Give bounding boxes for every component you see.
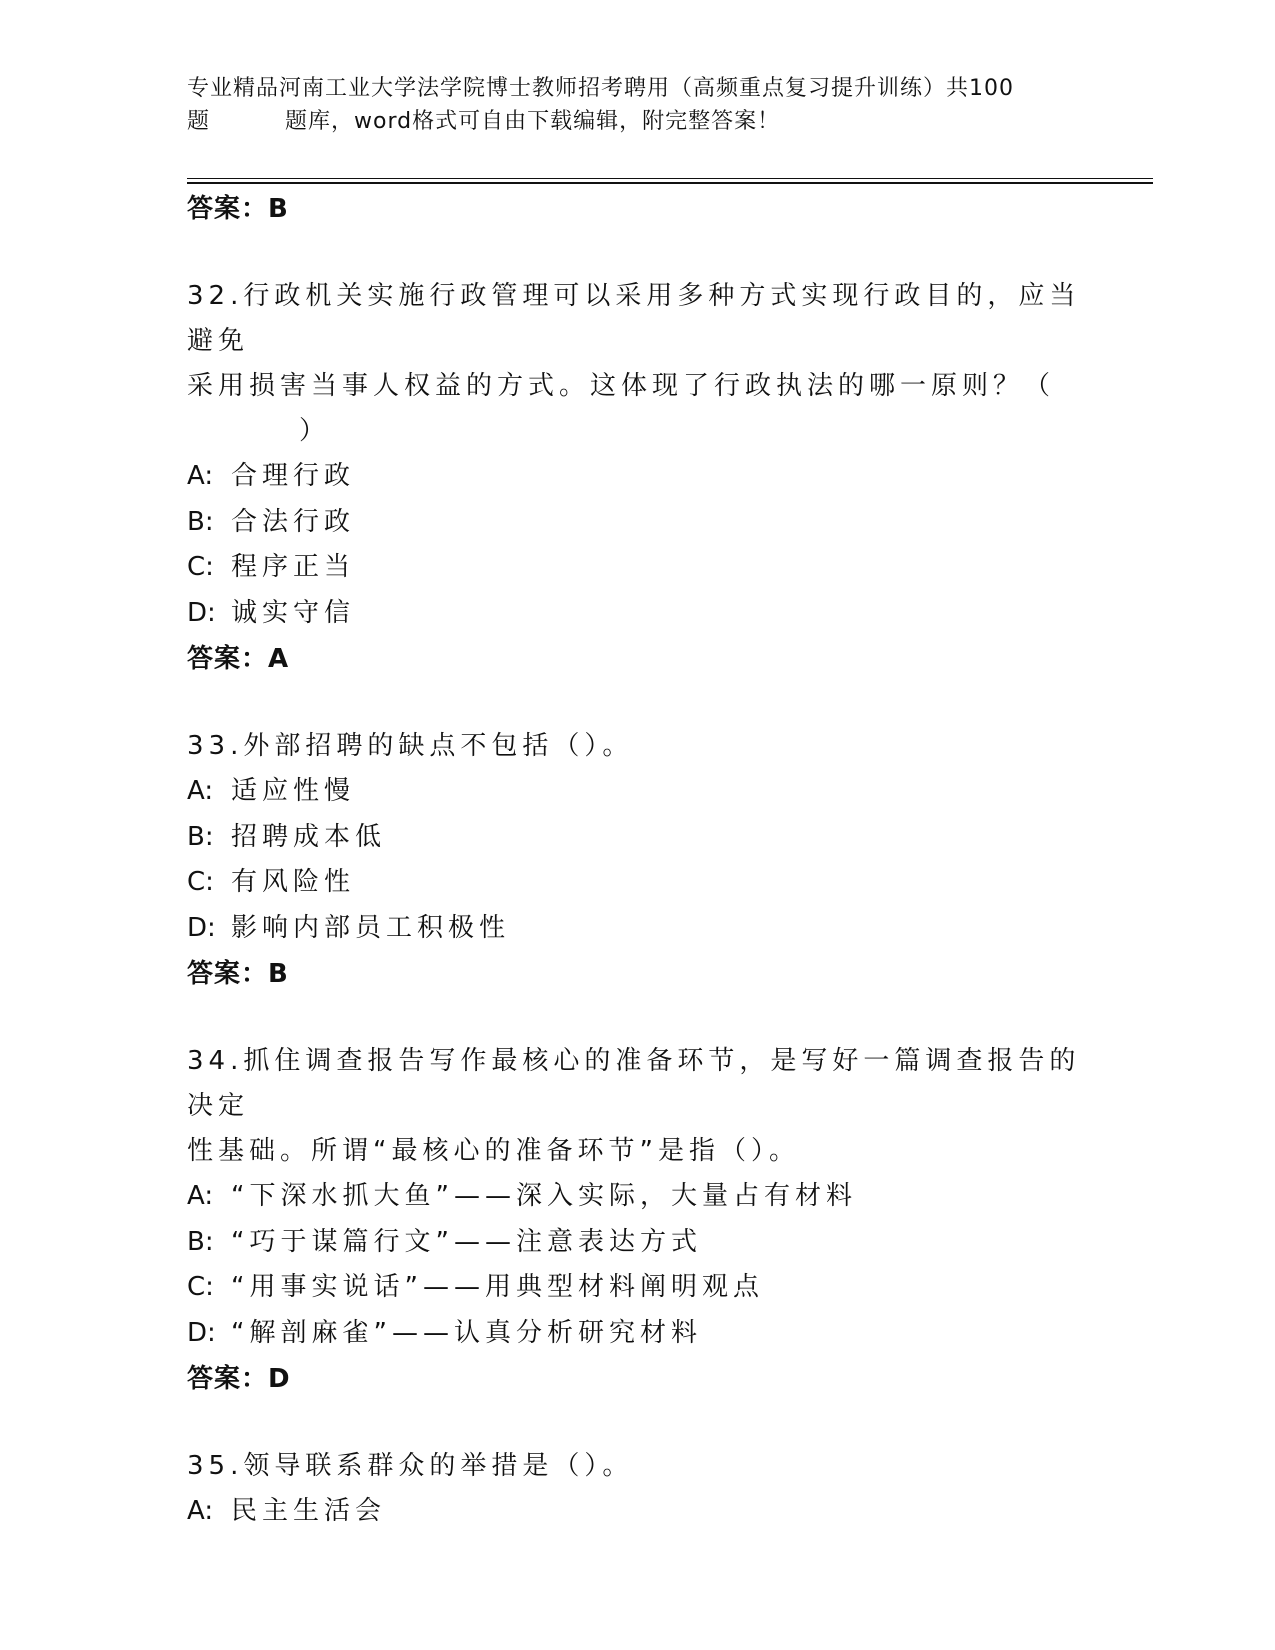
option-key: A: [187,1181,214,1211]
question-stem-line: 性基础。所谓“最核心的准备环节”是指（）。 [187,1136,800,1166]
header-divider-thick [187,182,1153,184]
question-stem-line: 34.抓住调查报告写作最核心的准备环节，是写好一篇调查报告的决定 [187,1046,1081,1121]
page-header [187,72,1087,138]
option-key: D: [187,1317,216,1348]
option-text: “解剖麻雀”——认真分析研究材料 [231,1317,702,1348]
option-key: D: [187,912,216,943]
option-a [187,769,1087,815]
question-stem-line: 35.领导联系群众的举措是（）。 [187,1451,634,1481]
option-c [187,1265,1087,1311]
answer-q34: 答案：D [187,1364,291,1394]
option-text: 民主生活会 [231,1496,387,1526]
answer-q32: 答案：A [187,644,290,674]
option-text: 招聘成本低 [231,821,387,852]
option-c [187,860,1087,906]
option-text: 程序正当 [231,552,356,582]
question-32 [187,274,1087,682]
option-key: A: [187,461,214,491]
question-stem [187,1444,1087,1489]
option-text: “巧于谋篇行文”——注意表达方式 [231,1226,702,1257]
header-line-2-right: 题库，word格式可自由下载编辑，附完整答案！ [285,109,781,134]
question-stem [187,724,1087,769]
option-b [187,1220,1087,1266]
option-key: A: [187,1496,214,1526]
question-stem-line: 采用损害当事人权益的方式。这体现了行政执法的哪一原则？（ [187,371,1056,401]
page-content [187,186,1087,1535]
option-text: 合理行政 [231,461,356,491]
option-d [187,1311,1087,1357]
option-text: 有风险性 [231,867,356,897]
option-b [187,500,1087,546]
option-a [187,1489,1087,1535]
option-text: 影响内部员工积极性 [231,912,511,943]
option-key: A: [187,776,214,806]
answer-q33: 答案：B [187,959,289,989]
question-33 [187,724,1087,997]
option-key: B: [187,1226,214,1257]
option-a [187,454,1087,500]
option-text: 诚实守信 [231,597,356,628]
option-key: B: [187,821,214,852]
option-key: D: [187,597,216,628]
option-text: “下深水抓大鱼”——深入实际，大量占有材料 [231,1181,857,1211]
question-stem-line: 33.外部招聘的缺点不包括（）。 [187,731,634,761]
option-key: C: [187,552,214,582]
option-a [187,1174,1087,1220]
header-line-2-left: 题 [187,109,211,134]
option-d [187,906,1087,952]
question-stem [187,274,1087,454]
header-divider-thin [187,178,1153,179]
question-stem-line: 32.行政机关实施行政管理可以采用多种方式实现行政目的，应当避免 [187,281,1081,356]
header-line-2 [187,105,1087,138]
answer-q31: 答案：B [187,194,289,224]
option-d [187,591,1087,637]
question-stem-paren: ） [299,416,331,446]
option-key: C: [187,867,214,897]
option-key: B: [187,506,214,537]
question-stem [187,1039,1087,1174]
question-35 [187,1444,1087,1535]
header-line-1: 专业精品河南工业大学法学院博士教师招考聘用（高频重点复习提升训练）共100 [187,76,1014,101]
option-c [187,545,1087,591]
option-text: 合法行政 [231,506,356,537]
question-34 [187,1039,1087,1402]
option-b [187,815,1087,861]
option-text: 适应性慢 [231,776,356,806]
option-key: C: [187,1272,214,1302]
option-text: “用事实说话”——用典型材料阐明观点 [231,1272,764,1302]
